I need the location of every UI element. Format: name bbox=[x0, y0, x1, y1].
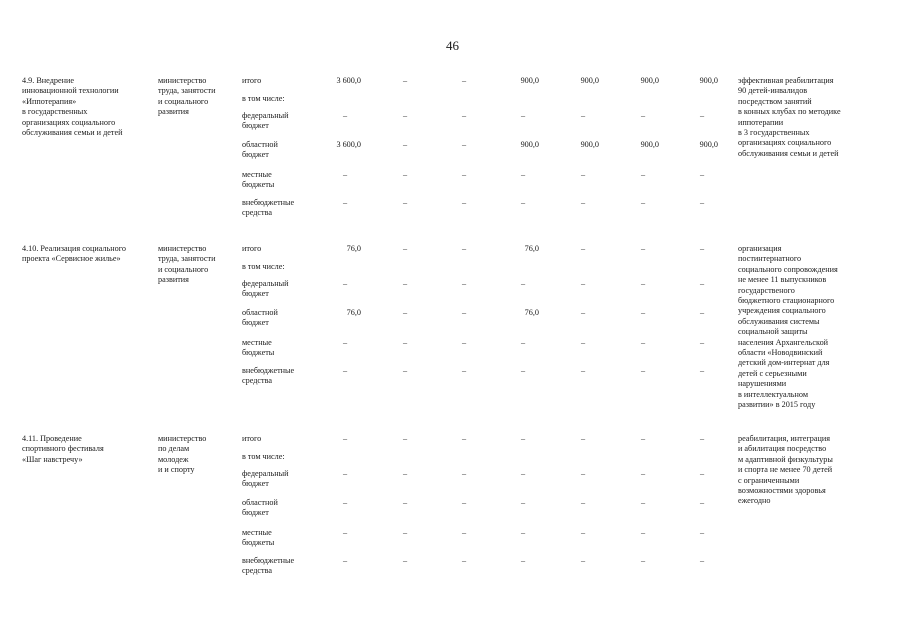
funding-value-empty: – bbox=[342, 469, 348, 478]
funding-value: 900,0 bbox=[580, 76, 599, 85]
funding-value-empty: – bbox=[342, 198, 348, 207]
funding-value-empty: – bbox=[640, 244, 646, 253]
funding-value-empty: – bbox=[640, 279, 646, 288]
funding-value-empty: – bbox=[580, 556, 586, 565]
funding-value-empty: – bbox=[402, 308, 408, 317]
funding-value-empty: – bbox=[580, 244, 586, 253]
funding-value: 76,0 bbox=[524, 244, 539, 253]
executor: министерство по делам молодеж и и спорту bbox=[158, 434, 207, 475]
funding-value-empty: – bbox=[640, 498, 646, 507]
funding-value: 900,0 bbox=[520, 140, 539, 149]
funding-value-empty: – bbox=[461, 366, 467, 375]
page-number: 46 bbox=[446, 38, 459, 53]
funding-value: 900,0 bbox=[520, 76, 539, 85]
funding-value-empty: – bbox=[461, 338, 467, 347]
funding-value: 76,0 bbox=[524, 308, 539, 317]
funding-value-empty: – bbox=[699, 469, 705, 478]
funding-value-empty: – bbox=[461, 469, 467, 478]
measure-name: 4.9. Внедрение инновационной технологии «Иппотерапия» в государственных организациях социального обслуживания семьи и детей bbox=[22, 76, 123, 138]
funding-value-empty: – bbox=[402, 76, 408, 85]
funding-value-empty: – bbox=[580, 198, 586, 207]
funding-value-empty: – bbox=[580, 366, 586, 375]
funding-source: федеральный бюджет bbox=[242, 111, 289, 131]
funding-value-empty: – bbox=[640, 170, 646, 179]
funding-source: итого bbox=[242, 76, 262, 85]
funding-value: 900,0 bbox=[580, 140, 599, 149]
funding-value-empty: – bbox=[402, 338, 408, 347]
funding-value-empty: – bbox=[520, 469, 526, 478]
funding-source: в том числе: bbox=[242, 94, 285, 103]
funding-value-empty: – bbox=[580, 498, 586, 507]
funding-value-empty: – bbox=[402, 244, 408, 253]
funding-value-empty: – bbox=[699, 556, 705, 565]
funding-value-empty: – bbox=[402, 556, 408, 565]
funding-value-empty: – bbox=[699, 308, 705, 317]
funding-value-empty: – bbox=[520, 528, 526, 537]
funding-value-empty: – bbox=[640, 528, 646, 537]
funding-value-empty: – bbox=[520, 279, 526, 288]
funding-value: 76,0 bbox=[346, 244, 361, 253]
funding-value-empty: – bbox=[520, 498, 526, 507]
funding-value-empty: – bbox=[461, 170, 467, 179]
funding-value-empty: – bbox=[461, 279, 467, 288]
measure-name: 4.10. Реализация социального проекта «Сервисное жилье» bbox=[22, 244, 126, 264]
funding-value-empty: – bbox=[520, 198, 526, 207]
funding-value-empty: – bbox=[699, 498, 705, 507]
funding-value-empty: – bbox=[640, 198, 646, 207]
funding-value-empty: – bbox=[520, 170, 526, 179]
funding-value: 3 600,0 bbox=[336, 76, 361, 85]
funding-value-empty: – bbox=[342, 434, 348, 443]
funding-value-empty: – bbox=[580, 469, 586, 478]
funding-value: 900,0 bbox=[699, 76, 718, 85]
funding-value: 900,0 bbox=[699, 140, 718, 149]
funding-value-empty: – bbox=[342, 170, 348, 179]
executor: министерство труда, занятости и социального развития bbox=[158, 244, 216, 285]
funding-value-empty: – bbox=[520, 366, 526, 375]
funding-value-empty: – bbox=[342, 556, 348, 565]
funding-value-empty: – bbox=[461, 76, 467, 85]
funding-value-empty: – bbox=[699, 244, 705, 253]
funding-source: в том числе: bbox=[242, 262, 285, 271]
funding-source: местные бюджеты bbox=[242, 338, 275, 358]
funding-value-empty: – bbox=[699, 338, 705, 347]
funding-value-empty: – bbox=[699, 198, 705, 207]
funding-value-empty: – bbox=[461, 308, 467, 317]
funding-value-empty: – bbox=[640, 556, 646, 565]
funding-value-empty: – bbox=[520, 111, 526, 120]
funding-value-empty: – bbox=[580, 308, 586, 317]
funding-value-empty: – bbox=[342, 111, 348, 120]
funding-value-empty: – bbox=[461, 528, 467, 537]
funding-source: федеральный бюджет bbox=[242, 279, 289, 299]
funding-source: в том числе: bbox=[242, 452, 285, 461]
funding-value-empty: – bbox=[461, 198, 467, 207]
funding-value-empty: – bbox=[342, 366, 348, 375]
funding-value-empty: – bbox=[461, 111, 467, 120]
funding-value-empty: – bbox=[640, 434, 646, 443]
funding-source: внебюджетные средства bbox=[242, 366, 295, 386]
funding-value-empty: – bbox=[342, 528, 348, 537]
funding-value-empty: – bbox=[402, 498, 408, 507]
funding-value-empty: – bbox=[402, 434, 408, 443]
funding-value: 76,0 bbox=[346, 308, 361, 317]
funding-value-empty: – bbox=[520, 434, 526, 443]
funding-value-empty: – bbox=[520, 556, 526, 565]
funding-value-empty: – bbox=[402, 279, 408, 288]
funding-value-empty: – bbox=[461, 244, 467, 253]
funding-source: местные бюджеты bbox=[242, 170, 275, 190]
funding-value-empty: – bbox=[402, 140, 408, 149]
funding-source: внебюджетные средства bbox=[242, 556, 295, 576]
funding-value-empty: – bbox=[402, 170, 408, 179]
funding-value-empty: – bbox=[640, 469, 646, 478]
funding-value-empty: – bbox=[580, 170, 586, 179]
funding-value-empty: – bbox=[461, 556, 467, 565]
funding-value-empty: – bbox=[402, 528, 408, 537]
funding-value-empty: – bbox=[699, 528, 705, 537]
funding-value-empty: – bbox=[640, 338, 646, 347]
funding-value-empty: – bbox=[461, 498, 467, 507]
funding-value-empty: – bbox=[342, 338, 348, 347]
funding-value-empty: – bbox=[402, 469, 408, 478]
funding-value-empty: – bbox=[699, 279, 705, 288]
funding-source: областной бюджет bbox=[242, 308, 278, 328]
funding-source: итого bbox=[242, 244, 262, 253]
measure-name: 4.11. Проведение спортивного фестиваля «Шаг навстречу» bbox=[22, 434, 104, 464]
funding-value-empty: – bbox=[580, 338, 586, 347]
funding-value-empty: – bbox=[640, 111, 646, 120]
expected-result: реабилитация, интеграция и абилитация посредство м адаптивной физкультуры и спорта не менее 70 детей с ограниченными возможностями здоровья ежегодно bbox=[738, 434, 833, 506]
funding-value: 3 600,0 bbox=[336, 140, 361, 149]
funding-source: местные бюджеты bbox=[242, 528, 275, 548]
funding-value-empty: – bbox=[342, 498, 348, 507]
funding-value-empty: – bbox=[640, 308, 646, 317]
executor: министерство труда, занятости и социального развития bbox=[158, 76, 216, 117]
funding-value-empty: – bbox=[342, 279, 348, 288]
funding-source: итого bbox=[242, 434, 262, 443]
funding-value-empty: – bbox=[402, 366, 408, 375]
funding-value-empty: – bbox=[580, 111, 586, 120]
funding-value-empty: – bbox=[402, 198, 408, 207]
funding-value-empty: – bbox=[640, 366, 646, 375]
funding-source: областной бюджет bbox=[242, 140, 278, 160]
funding-value-empty: – bbox=[699, 434, 705, 443]
expected-result: организация постинтернатного социального сопровождения не менее 11 выпускников государственого бюджетного стационарного учреждения социального обслуживания системы социальной защиты населения Архангельской области «Новодвинский детский дом-интернат для детей с серьезными нарушениями в интеллектуальном развитии» в 2015 году bbox=[738, 244, 838, 410]
funding-value-empty: – bbox=[461, 140, 467, 149]
expected-result: эффективная реабилитация 90 детей-инвалидов посредством занятий в конных клубах по методике иппотерапии в 3 государственных организациях социального обслуживания семьи и детей bbox=[738, 76, 841, 158]
funding-value-empty: – bbox=[580, 434, 586, 443]
funding-value-empty: – bbox=[580, 279, 586, 288]
funding-value-empty: – bbox=[580, 528, 586, 537]
funding-value-empty: – bbox=[461, 434, 467, 443]
funding-value: 900,0 bbox=[640, 140, 659, 149]
funding-source: областной бюджет bbox=[242, 498, 278, 518]
funding-value: 900,0 bbox=[640, 76, 659, 85]
funding-value-empty: – bbox=[520, 338, 526, 347]
funding-source: федеральный бюджет bbox=[242, 469, 289, 489]
funding-value-empty: – bbox=[402, 111, 408, 120]
funding-value-empty: – bbox=[699, 366, 705, 375]
funding-value-empty: – bbox=[699, 170, 705, 179]
funding-value-empty: – bbox=[699, 111, 705, 120]
funding-source: внебюджетные средства bbox=[242, 198, 295, 218]
